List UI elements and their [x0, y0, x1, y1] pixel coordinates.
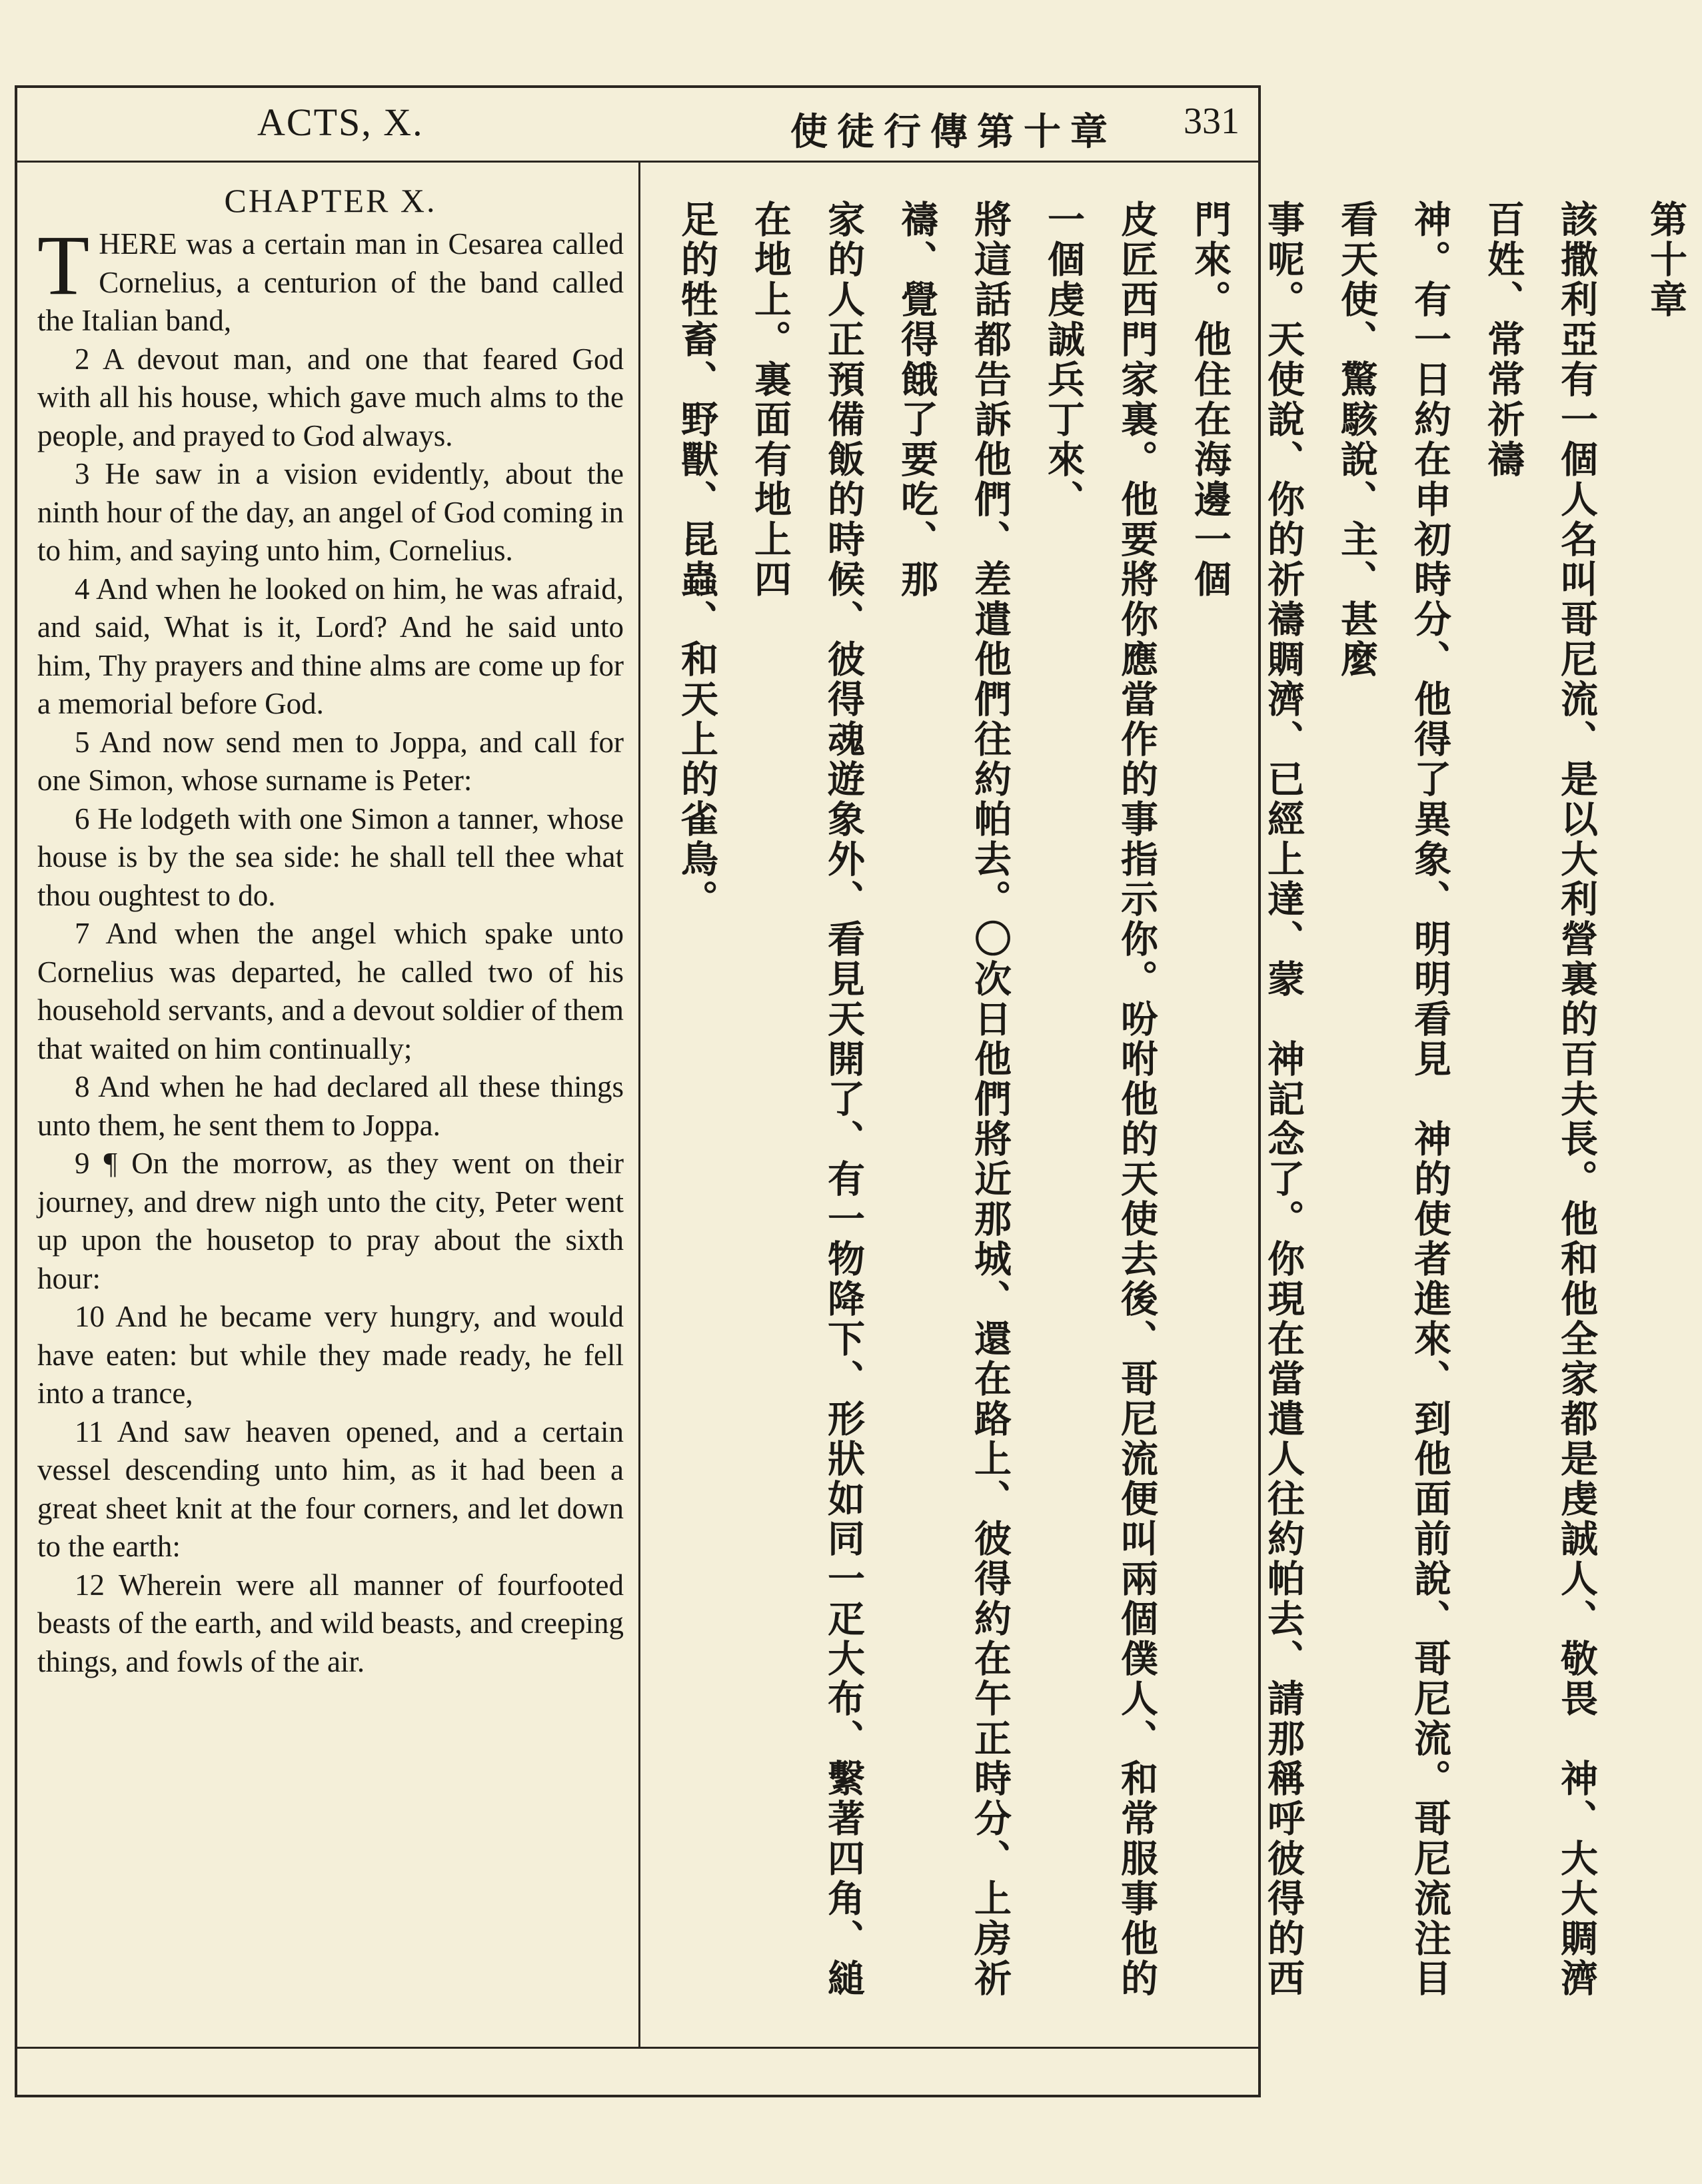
chinese-line-7: 足的牲畜、野獸、昆蟲、和天上的雀鳥。 — [675, 200, 718, 919]
page-number: 331 — [1184, 101, 1240, 142]
chinese-chapter-heading: 第十章 — [1644, 200, 1687, 320]
verse-6: 6 He lodgeth with one Simon a tanner, whose house is by the sea side: he shall tell thee what thou oughtest to do. — [37, 802, 624, 912]
verse-1 — [37, 218, 624, 340]
verse-2: 2 A devout man, and one that feared God with all his house, which gave much alms to the people, and prayed to God always. — [37, 342, 624, 452]
chinese-line-6: 家的人正預備飯的時候、彼得魂遊象外、看見天開了、有一物降下、形狀如同一疋大布、繫著四角、縋在地上。裏面有地上四 — [748, 200, 865, 1999]
running-title: ACTS, X. — [257, 101, 424, 144]
chinese-line-1: 該撒利亞有一個人名叫哥尼流、是以大利營裏的百夫長。他和他全家都是虔誠人、敬畏 神、大大賙濟百姓、常常祈禱 — [1481, 200, 1598, 1999]
chinese-line-5: 將這話都告訴他們、差遣他們往約帕去。〇次日他們將近那城、還在路上、彼得約在午正時分、上房祈禱、覺得餓了要吃、那 — [895, 200, 1012, 1999]
chinese-line-3: 事呢。天使說、你的祈禱賙濟、已經上達、蒙 神記念了。你現在當遣人往約帕去、請那稱呼彼得的西門來。他住在海邊一個 — [1188, 200, 1305, 1999]
bottom-rule — [17, 2047, 1258, 2049]
verse-3: 3 He saw in a vision evidently, about the ninth hour of the day, an angel of God coming in to him, and saying unto him, Cornelius. — [37, 457, 624, 567]
verse-5: 5 And now send men to Joppa, and call for one Simon, whose surname is Peter: — [37, 725, 624, 797]
drop-cap: T — [37, 218, 90, 312]
verse-4: 4 And when he looked on him, he was afraid, and said, What is it, Lord? And he said unto him, Thy prayers and thine alms are come up for a memorial before God. — [37, 572, 624, 720]
chinese-running-title: 使徒行傳第十章 — [790, 111, 1117, 154]
verse-1-text: HERE was a certain man in Cesarea called Cornelius, a centurion of the band called the Italian band, — [37, 227, 624, 337]
english-column — [37, 180, 624, 1681]
chinese-line-2: 神。有一日約在申初時分、他得了異象、明明看見 神的使者進來、到他面前說、哥尼流。哥尼流注目看天使、驚駭說、主、甚麼 — [1335, 200, 1451, 1999]
chinese-line-4: 皮匠西門家裏。他要將你應當作的事指示你。吩咐他的天使去後、哥尼流便叫兩個僕人、和常服事他的一個虔誠兵丁來、 — [1042, 200, 1158, 1999]
verse-7: 7 And when the angel which spake unto Cornelius was departed, he called two of his household servants, and a devout soldier of them that waited on him continually; — [37, 917, 624, 1065]
verse-8: 8 And when he had declared all these things unto them, he sent them to Joppa. — [37, 1070, 624, 1142]
chapter-heading: CHAPTER X. — [224, 182, 437, 219]
chinese-column — [660, 200, 1687, 2032]
column-divider — [638, 163, 640, 2047]
page-header — [17, 88, 1258, 163]
chinese-text — [660, 200, 1702, 2032]
verse-12: 12 Wherein were all manner of fourfooted beasts of the earth, and wild beasts, and creeping things, and fowls of the air. — [37, 1568, 624, 1678]
verse-10: 10 And he became very hungry, and would have eaten: but while they made ready, he fell into a trance, — [37, 1300, 624, 1410]
verse-9: 9 ¶ On the morrow, as they went on their journey, and drew nigh unto the city, Peter went up upon the housetop to pray about the sixth hour: — [37, 1147, 624, 1295]
verse-11: 11 And saw heaven opened, and a certain vessel descending unto him, as it had been a great sheet knit at the four corners, and let down to the earth: — [37, 1414, 624, 1563]
